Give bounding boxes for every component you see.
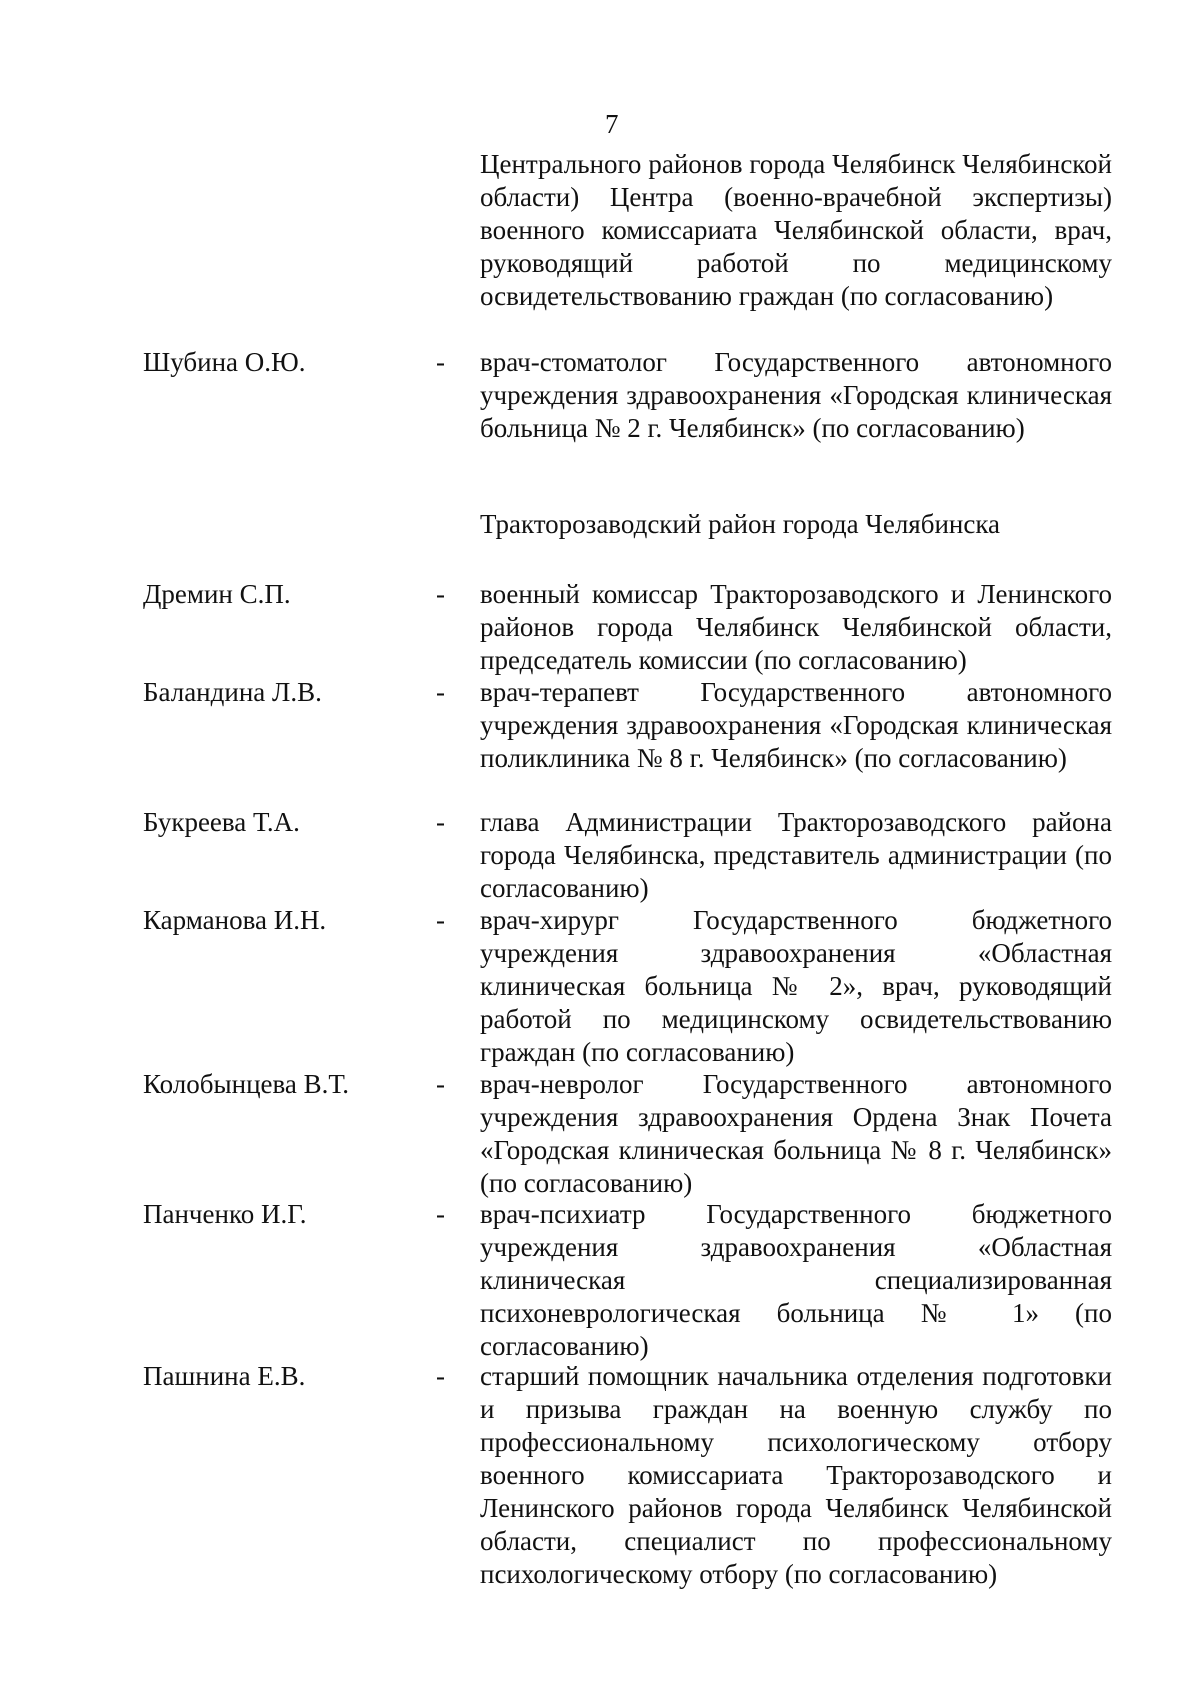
entry-dash: - — [436, 1199, 445, 1229]
entry-dash: - — [436, 677, 445, 707]
member-name: Карманова И.Н. — [143, 905, 327, 935]
entry-dash: - — [436, 579, 445, 609]
entry-dash: - — [436, 807, 445, 837]
member-name: Шубина О.Ю. — [143, 347, 306, 377]
entry-dash: - — [436, 1069, 445, 1099]
member-description: врач-психиатр Государственного бюджетного учреждения здравоохранения «Областная клиническая специализированная психоневрологическая больница № 1» (по согласованию) — [480, 1199, 1112, 1361]
member-name: Дремин С.П. — [143, 579, 291, 609]
entry-dash: - — [436, 1361, 445, 1391]
entry-dash: - — [436, 905, 445, 935]
page-number: 7 — [605, 109, 619, 139]
continuation-paragraph: Центрального районов города Челябинск Челябинской области) Центра (военно-врачебной экспертизы) военного комиссариата Челябинской области, врач, руководящий работой по медицинскому освидетельствованию граждан (по согласованию) — [480, 149, 1112, 311]
member-name: Пашнина Е.В. — [143, 1361, 306, 1391]
section-heading: Тракторозаводский район города Челябинска — [480, 509, 1001, 539]
member-name: Букреева Т.А. — [143, 807, 300, 837]
member-name: Баландина Л.В. — [143, 677, 322, 707]
member-description: военный комиссар Тракторозаводского и Ленинского районов города Челябинск Челябинской области, председатель комиссии (по согласованию) — [480, 579, 1112, 675]
member-description: старший помощник начальника отделения подготовки и призыва граждан на военную службу по профессиональному психологическому отбору военного комиссариата Тракторозаводского и Ленинского районов города Челябинск Челябинской области, специалист по профессиональному психологическому отбору (по согласованию) — [480, 1361, 1112, 1589]
member-description: врач-невролог Государственного автономного учреждения здравоохранения Ордена Знак Почета «Городская клиническая больница № 8 г. Челябинск» (по согласованию) — [480, 1069, 1112, 1198]
member-name: Колобынцева В.Т. — [143, 1069, 349, 1099]
member-description: врач-стоматолог Государственного автономного учреждения здравоохранения «Городская клиническая больница № 2 г. Челябинск» (по согласованию) — [480, 347, 1112, 443]
member-description: врач-хирург Государственного бюджетного учреждения здравоохранения «Областная клиническая больница № 2», врач, руководящий работой по медицинскому освидетельствованию граждан (по согласованию) — [480, 905, 1112, 1067]
member-description: врач-терапевт Государственного автономного учреждения здравоохранения «Городская клиническая поликлиника № 8 г. Челябинск» (по согласованию) — [480, 677, 1112, 773]
member-description: глава Администрации Тракторозаводского района города Челябинска, представитель администрации (по согласованию) — [480, 807, 1112, 903]
member-name: Панченко И.Г. — [143, 1199, 307, 1229]
entry-dash: - — [436, 347, 445, 377]
